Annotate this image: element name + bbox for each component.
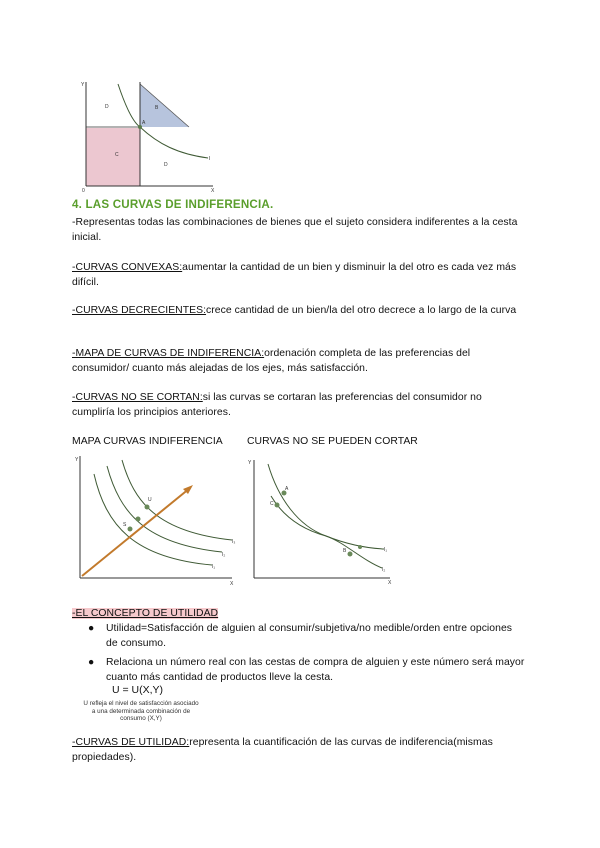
utility-bullets	[88, 621, 526, 685]
utility-formula: U = U(X,Y)	[112, 684, 164, 696]
axis-y-label: Y	[248, 460, 252, 466]
point-mid-marker	[136, 517, 141, 522]
desc-mapa: ordenación completa de las preferencias del consumidor/ cuanto más alejadas de los ejes, más satisfacción.	[72, 348, 471, 374]
region-b-label: B	[155, 105, 159, 111]
definition-convexas	[72, 260, 527, 290]
top-indifference-graph	[78, 78, 220, 194]
bullet-text: Relaciona un número real con las cestas de compra de alguien y este número será mayor cuanto más cantidad de productos lleve la cesta.	[106, 657, 525, 683]
definition-mapa	[72, 346, 527, 376]
term-decrecientes: -CURVAS DECRECIENTES:	[72, 305, 207, 316]
point-i1-marker	[358, 545, 362, 549]
crossing-curves-graph	[246, 456, 396, 586]
term-convexas: -CURVAS CONVEXAS:	[72, 262, 183, 273]
utility-formula-note: U refleja el nivel de satisfacción asociado a una determinada combinación de consumo (X,Y)	[83, 700, 199, 723]
point-b-marker	[348, 552, 353, 557]
bullet-dot-icon: ●	[88, 623, 95, 634]
desc-decrecientes: crece cantidad de un bien/la del otro decrece a lo largo de la curva	[206, 305, 517, 316]
term-mapa: -MAPA DE CURVAS DE INDIFERENCIA:	[72, 348, 265, 359]
point-u-label: U	[148, 497, 152, 503]
desc-convexas: aumentar la cantidad de un bien y disminuir la del otro es cada vez más difícil.	[72, 262, 517, 288]
region-c-label: C	[115, 152, 119, 158]
point-b-label: B	[343, 548, 347, 554]
region-c-fill	[86, 128, 140, 186]
expansion-path	[82, 488, 190, 576]
caption-left: MAPA CURVAS INDIFERENCIA	[72, 436, 223, 447]
desc-no-se-cortan: si las curvas se cortaran las preferencias del consumidor no cumpliría los principios anteriores.	[72, 392, 482, 418]
point-a-label: A	[142, 120, 146, 126]
point-c-marker	[275, 503, 280, 508]
term-no-se-cortan: -CURVAS NO SE CORTAN:	[72, 392, 203, 403]
section-intro: -Representas todas las combinaciones de bienes que el sujeto considera indiferentes a la cesta inicial.	[72, 217, 518, 243]
axis-x-label: X	[230, 581, 234, 587]
axis-x-label: X	[388, 580, 392, 586]
point-a-label: A	[285, 486, 289, 492]
region-bottom-right-label: D	[164, 162, 168, 168]
curve-label-i1: I₁	[212, 564, 216, 570]
indifference-curve-i3	[122, 460, 232, 540]
curve-label-i2: I₂	[382, 567, 386, 573]
axis-x-label: X	[211, 188, 215, 194]
definition-no-se-cortan	[72, 390, 527, 420]
curve-label-i3: I₃	[232, 539, 236, 545]
curve-label-i1: I₁	[384, 547, 388, 553]
curve-label-i2: I₂	[222, 552, 226, 558]
point-c-label: C	[270, 501, 274, 507]
definition-curvas-utilidad	[72, 735, 527, 765]
point-s-label: S	[123, 522, 127, 528]
point-u-marker	[145, 505, 150, 510]
origin-label: 0	[82, 188, 85, 194]
list-item	[88, 621, 526, 651]
curve-label: I	[209, 156, 211, 162]
point-s-marker	[128, 527, 133, 532]
indifference-curve-i2	[271, 496, 382, 568]
bullet-dot-icon: ●	[88, 657, 95, 668]
desc-curvas-utilidad: representa la cuantificación de las curvas de indiferencia(mismas propiedades).	[72, 737, 493, 763]
term-curvas-utilidad: -CURVAS DE UTILIDAD:	[72, 737, 190, 748]
bullet-text: Utilidad=Satisfacción de alguien al consumir/subjetiva/no medible/orden entre opciones de consumo.	[106, 623, 513, 649]
utility-heading-text: -EL CONCEPTO DE UTILIDAD	[72, 608, 219, 619]
section-heading: 4. LAS CURVAS DE INDIFERENCIA.	[72, 198, 274, 211]
axis-y-label: Y	[75, 457, 79, 463]
map-curves-graph	[72, 452, 244, 587]
utility-heading	[72, 606, 218, 621]
axis-y-label: Y	[81, 82, 85, 88]
definition-decrecientes	[72, 303, 527, 318]
list-item	[88, 655, 526, 685]
caption-right: CURVAS NO SE PUEDEN CORTAR	[247, 436, 418, 447]
region-top-left-label: D	[105, 104, 109, 110]
